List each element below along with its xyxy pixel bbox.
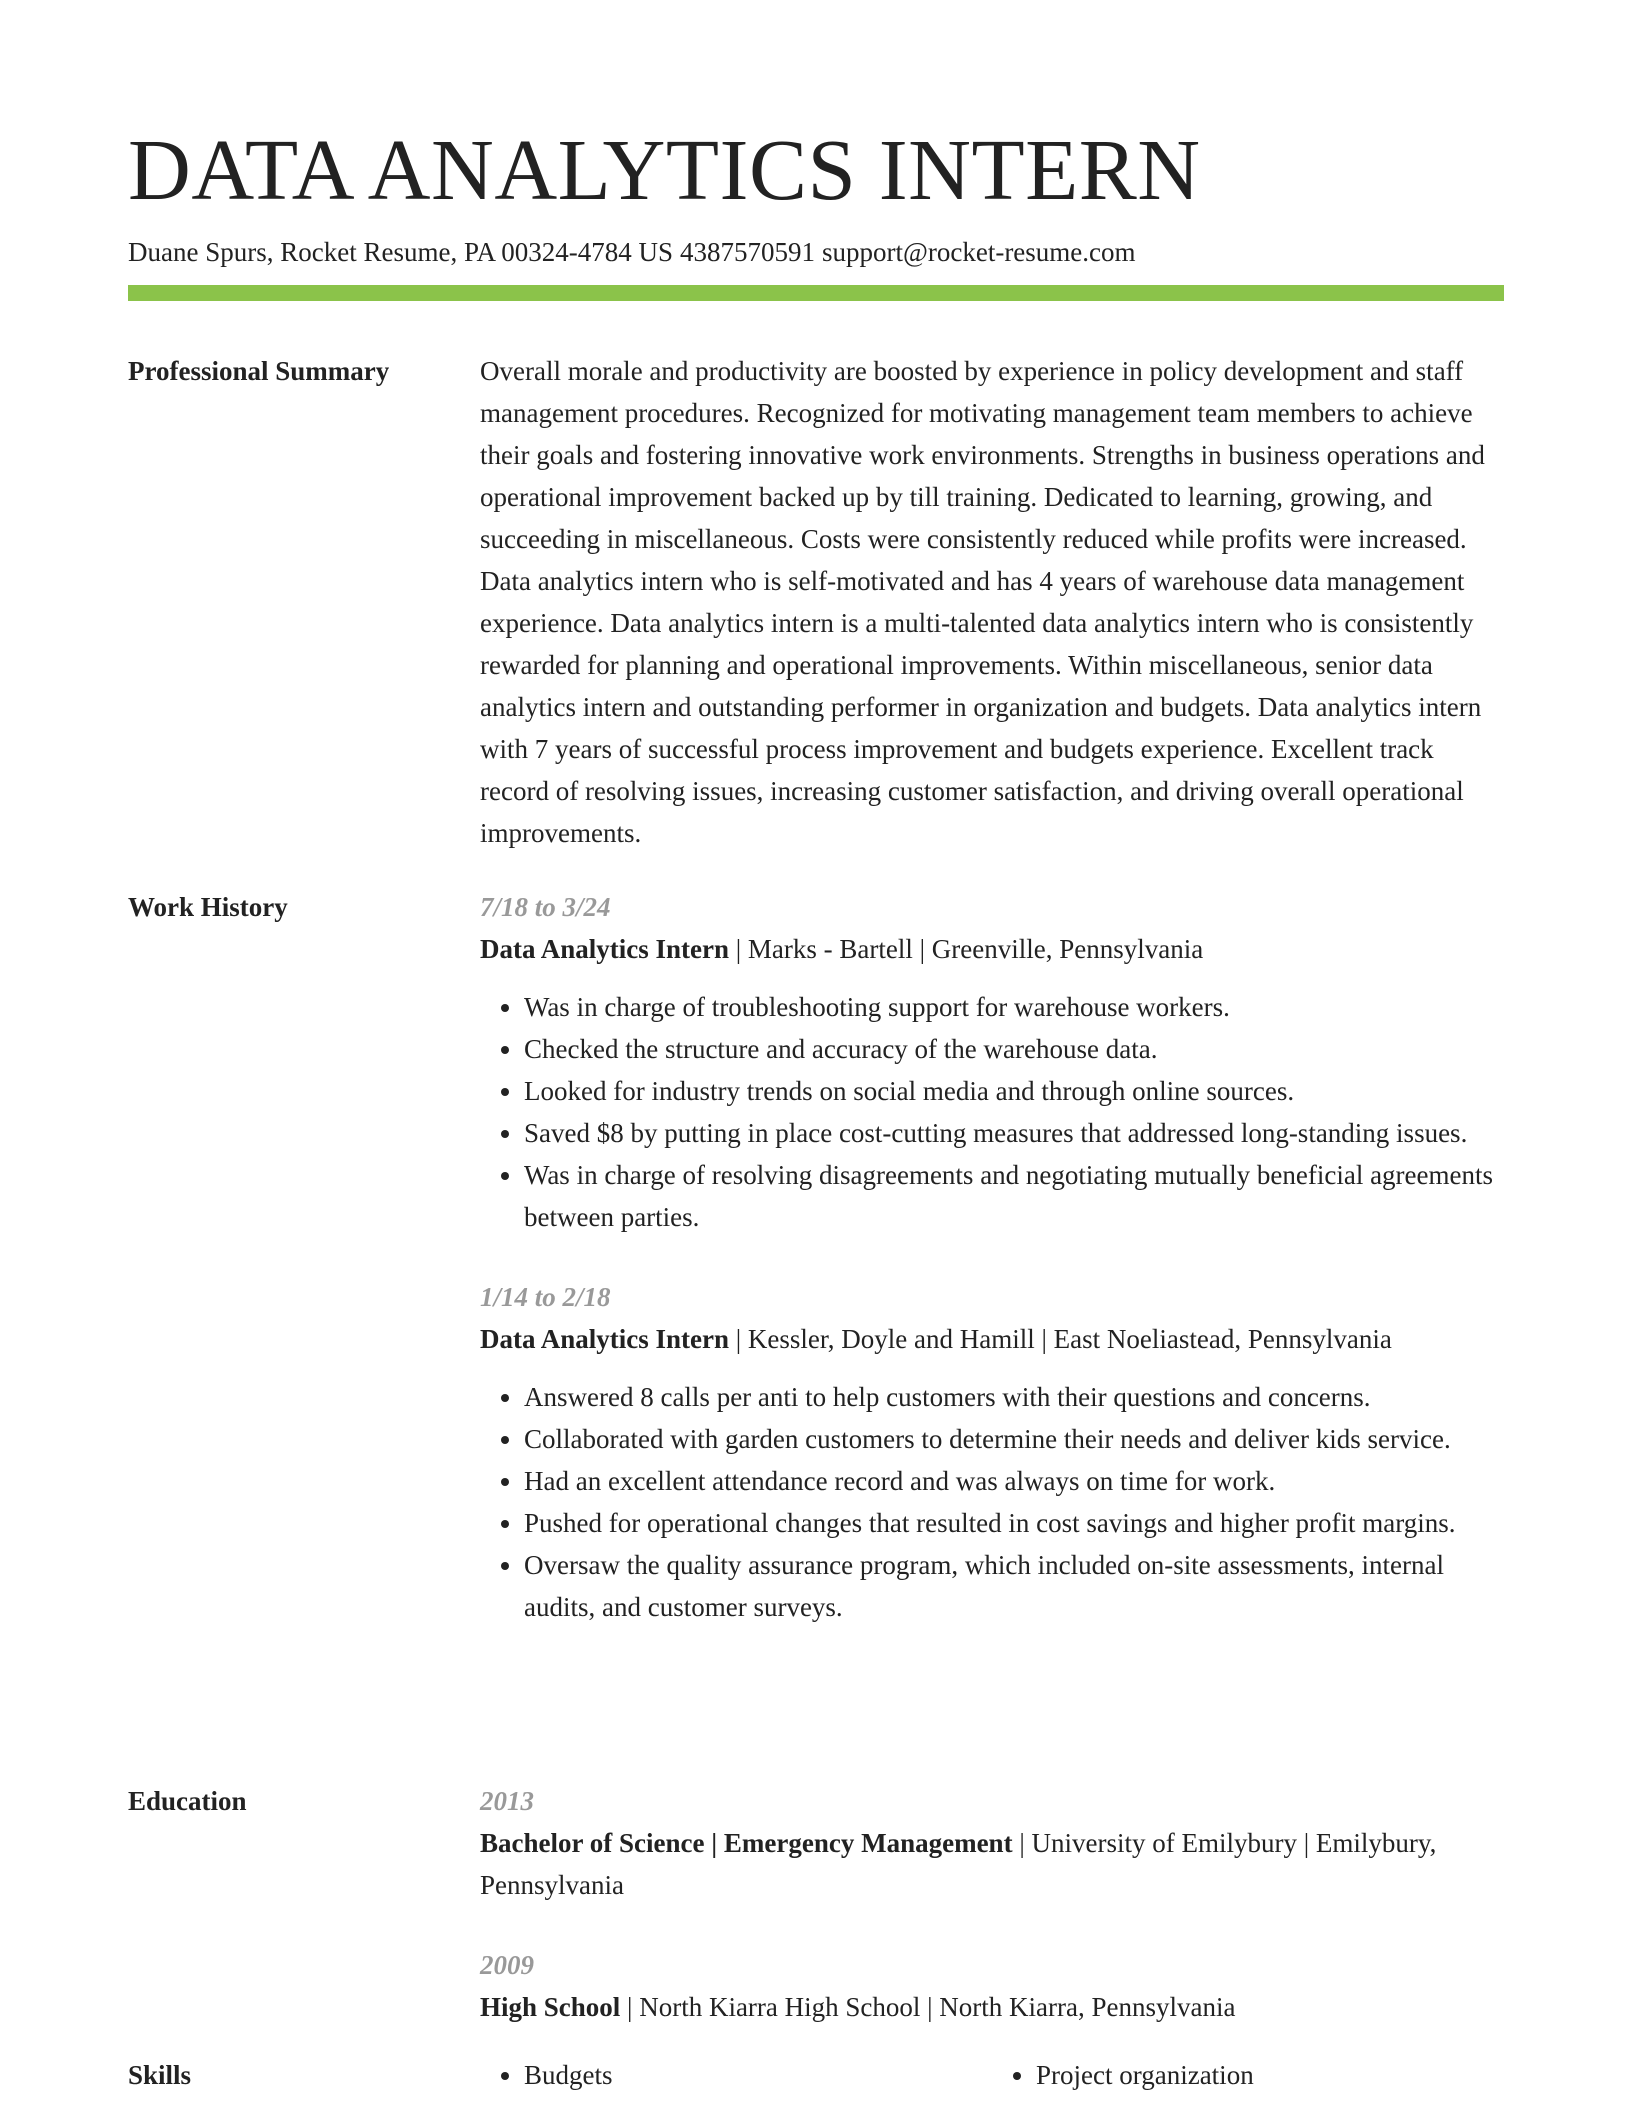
education-heading: [480, 1986, 1504, 2028]
education-degree: Bachelor of Science | Emergency Management: [480, 1828, 1013, 1858]
job-bullet: • Answered 8 calls per anti to help customers with their questions and concerns.: [524, 1376, 1504, 1418]
job-bullet: • Looked for industry trends on social media and through online sources.: [524, 1070, 1504, 1112]
contact-line: [128, 234, 1504, 270]
job-entry: [480, 886, 1504, 1238]
skills-column-1: [480, 2054, 992, 2096]
education-body: [480, 1780, 1504, 2028]
education-details: | University of Emilybury | Emilybury, Pennsylvania: [480, 1828, 1437, 1900]
skills-body: [480, 2054, 1504, 2096]
contact-email: support@rocket-resume.com: [822, 237, 1136, 267]
education-degree: High School: [480, 1992, 621, 2022]
job-details: | Marks - Bartell | Greenville, Pennsylvania: [729, 934, 1204, 964]
work-history-body: [480, 886, 1504, 1628]
skill-item: • Budgets: [524, 2054, 992, 2096]
job-bullets: [480, 1376, 1504, 1628]
section-label-education: Education: [128, 1786, 247, 1816]
contact-phone: 4387570591: [680, 237, 815, 267]
job-title: Data Analytics Intern: [480, 1324, 729, 1354]
job-bullet: • Had an excellent attendance record and was always on time for work.: [524, 1460, 1504, 1502]
job-bullet: • Was in charge of troubleshooting support for warehouse workers.: [524, 986, 1504, 1028]
skills-column-2: [992, 2054, 1504, 2096]
summary-body: [480, 350, 1504, 854]
job-bullet: • Oversaw the quality assurance program, which included on-site assessments, internal audits, and customer surveys.: [524, 1544, 1504, 1628]
accent-rule: [128, 285, 1504, 301]
section-label-summary: Professional Summary: [128, 356, 390, 386]
job-details: | Kessler, Doyle and Hamill | East Noeliastead, Pennsylvania: [729, 1324, 1392, 1354]
education-year: 2013: [480, 1786, 534, 1816]
summary-text: Overall morale and productivity are boosted by experience in policy development and staff management procedures. Recognized for motivating management team members to achieve their goals and fostering innovative work environments. Strengths in business operations and operational improvement backed up by till training. Dedicated to learning, growing, and succeeding in miscellaneous. Costs were consistently reduced while profits were increased. Data analytics intern who is self-motivated and has 4 years of warehouse data management experience. Data analytics intern is a multi-talented data analytics intern who is consistently rewarded for planning and operational improvements. Within miscellaneous, senior data analytics intern and outstanding performer in organization and budgets. Data analytics intern with 7 years of successful process improvement and budgets experience. Excellent track record of resolving issues, increasing customer satisfaction, and driving overall operational improvements.: [480, 356, 1485, 848]
job-heading: [480, 928, 1504, 970]
job-bullet: • Saved $8 by putting in place cost-cutting measures that addressed long-standing issues.: [524, 1112, 1504, 1154]
resume-title: DATA ANALYTICS INTERN: [128, 121, 1201, 218]
education-heading: [480, 1822, 1504, 1906]
education-year: 2009: [480, 1950, 534, 1980]
skill-item: • Project organization: [1036, 2054, 1504, 2096]
section-label-work: Work History: [128, 892, 288, 922]
skills-columns: [480, 2054, 1504, 2096]
job-heading: [480, 1318, 1504, 1360]
job-title: Data Analytics Intern: [480, 934, 729, 964]
job-bullet: • Was in charge of resolving disagreements and negotiating mutually beneficial agreements between parties.: [524, 1154, 1504, 1238]
resume-header: [128, 118, 1504, 270]
job-bullets: [480, 986, 1504, 1238]
contact-name-address: Duane Spurs, Rocket Resume, PA 00324-4784 US: [128, 237, 673, 267]
education-entry: [480, 1780, 1504, 1906]
job-bullet: • Checked the structure and accuracy of the warehouse data.: [524, 1028, 1504, 1070]
job-entry: [480, 1276, 1504, 1628]
job-dates: 1/14 to 2/18: [480, 1282, 611, 1312]
section-label-skills: Skills: [128, 2060, 192, 2090]
job-bullet: • Collaborated with garden customers to determine their needs and deliver kids service.: [524, 1418, 1504, 1460]
education-entry: [480, 1944, 1504, 2028]
job-bullet: • Pushed for operational changes that resulted in cost savings and higher profit margins.: [524, 1502, 1504, 1544]
job-dates: 7/18 to 3/24: [480, 892, 611, 922]
education-details: | North Kiarra High School | North Kiarra, Pennsylvania: [620, 1992, 1236, 2022]
